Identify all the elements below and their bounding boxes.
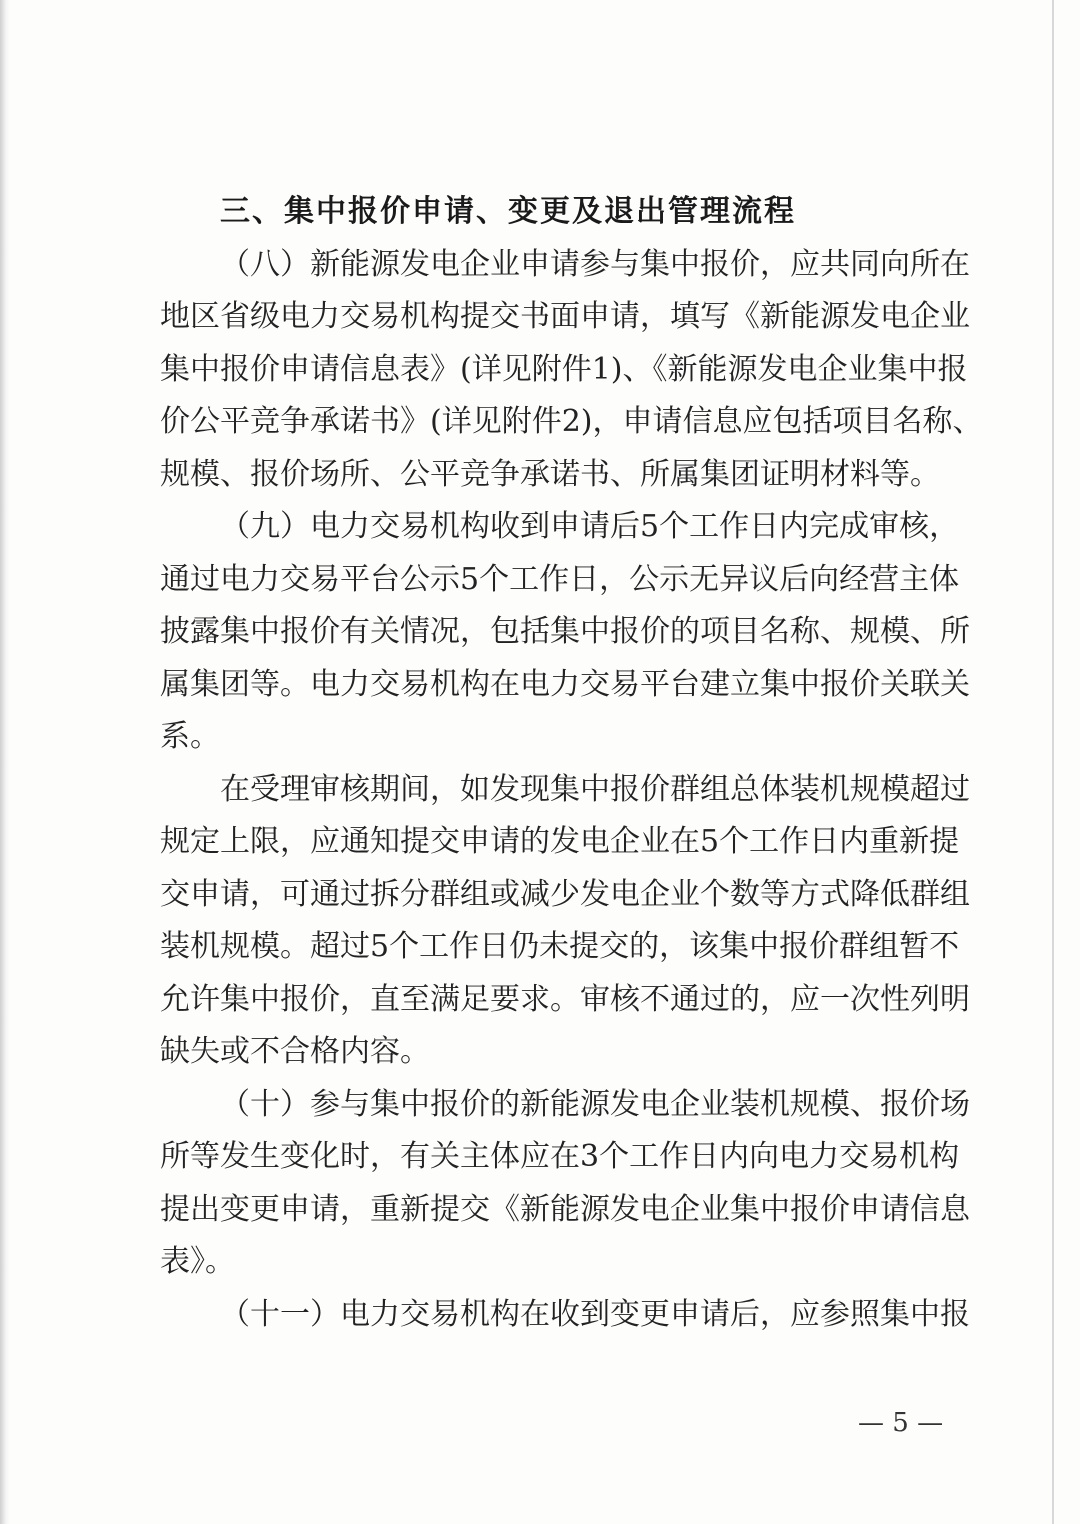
scan-edge-shadow [0,0,10,1524]
paragraph-line: 属集团等。电力交易机构在电力交易平台建立集中报价关联关 [160,666,970,702]
scan-right-edge [1052,0,1054,1524]
paragraph-line: 通过电力交易平台公示5个工作日，公示无异议后向经营主体 [160,561,960,597]
paragraph-10 [160,1079,970,1289]
paragraph-9 [160,501,970,764]
paragraph-line: （十）参与集中报价的新能源发电企业装机规模、报价场 [220,1086,970,1122]
paragraph-line: 表》。 [160,1244,235,1279]
paragraph-line: 允许集中报价，直至满足要求。审核不通过的，应一次性列明 [160,981,970,1017]
paragraph-line: 规定上限，应通知提交申请的发电企业在5个工作日内重新提 [160,824,960,859]
paragraph-line: （八）新能源发电企业申请参与集中报价，应共同向所在 [220,246,970,282]
paragraph-review-period [160,764,970,1079]
page-number: — 5 — [858,1408,944,1438]
paragraph-line: 在受理审核期间，如发现集中报价群组总体装机规模超过 [220,771,970,807]
paragraph-line: 集中报价申请信息表》(详见附件1)、《新能源发电企业集中报 [160,351,968,387]
paragraph-line: 交申请，可通过拆分群组或减少发电企业个数等方式降低群组 [160,876,970,912]
paragraph-line: 规模、报价场所、公平竞争承诺书、所属集团证明材料等。 [160,456,940,492]
paragraph-line: 系。 [160,719,220,754]
paragraph-line: 缺失或不合格内容。 [160,1034,430,1069]
section-heading: 三、集中报价申请、变更及退出管理流程 [220,194,796,229]
paragraph-11 [160,1289,970,1342]
paragraph-line: （十一）电力交易机构在收到变更申请后，应参照集中报 [220,1296,970,1332]
paragraph-line: 装机规模。超过5个工作日仍未提交的，该集中报价群组暂不 [160,929,960,964]
paragraph-line: （九）电力交易机构收到申请后5个工作日内完成审核， [220,509,960,544]
document-body [160,186,983,1341]
paragraph-line: 所等发生变化时，有关主体应在3个工作日内向电力交易机构 [160,1139,960,1174]
paragraph-line: 提出变更申请，重新提交《新能源发电企业集中报价申请信息 [160,1191,970,1227]
paragraph-line: 地区省级电力交易机构提交书面申请，填写《新能源发电企业 [160,299,970,334]
paragraph-line: 价公平竞争承诺书》(详见附件2)，申请信息应包括项目名称、 [160,404,983,439]
paragraph-8 [160,239,983,502]
paragraph-line: 披露集中报价有关情况，包括集中报价的项目名称、规模、所 [160,614,970,649]
